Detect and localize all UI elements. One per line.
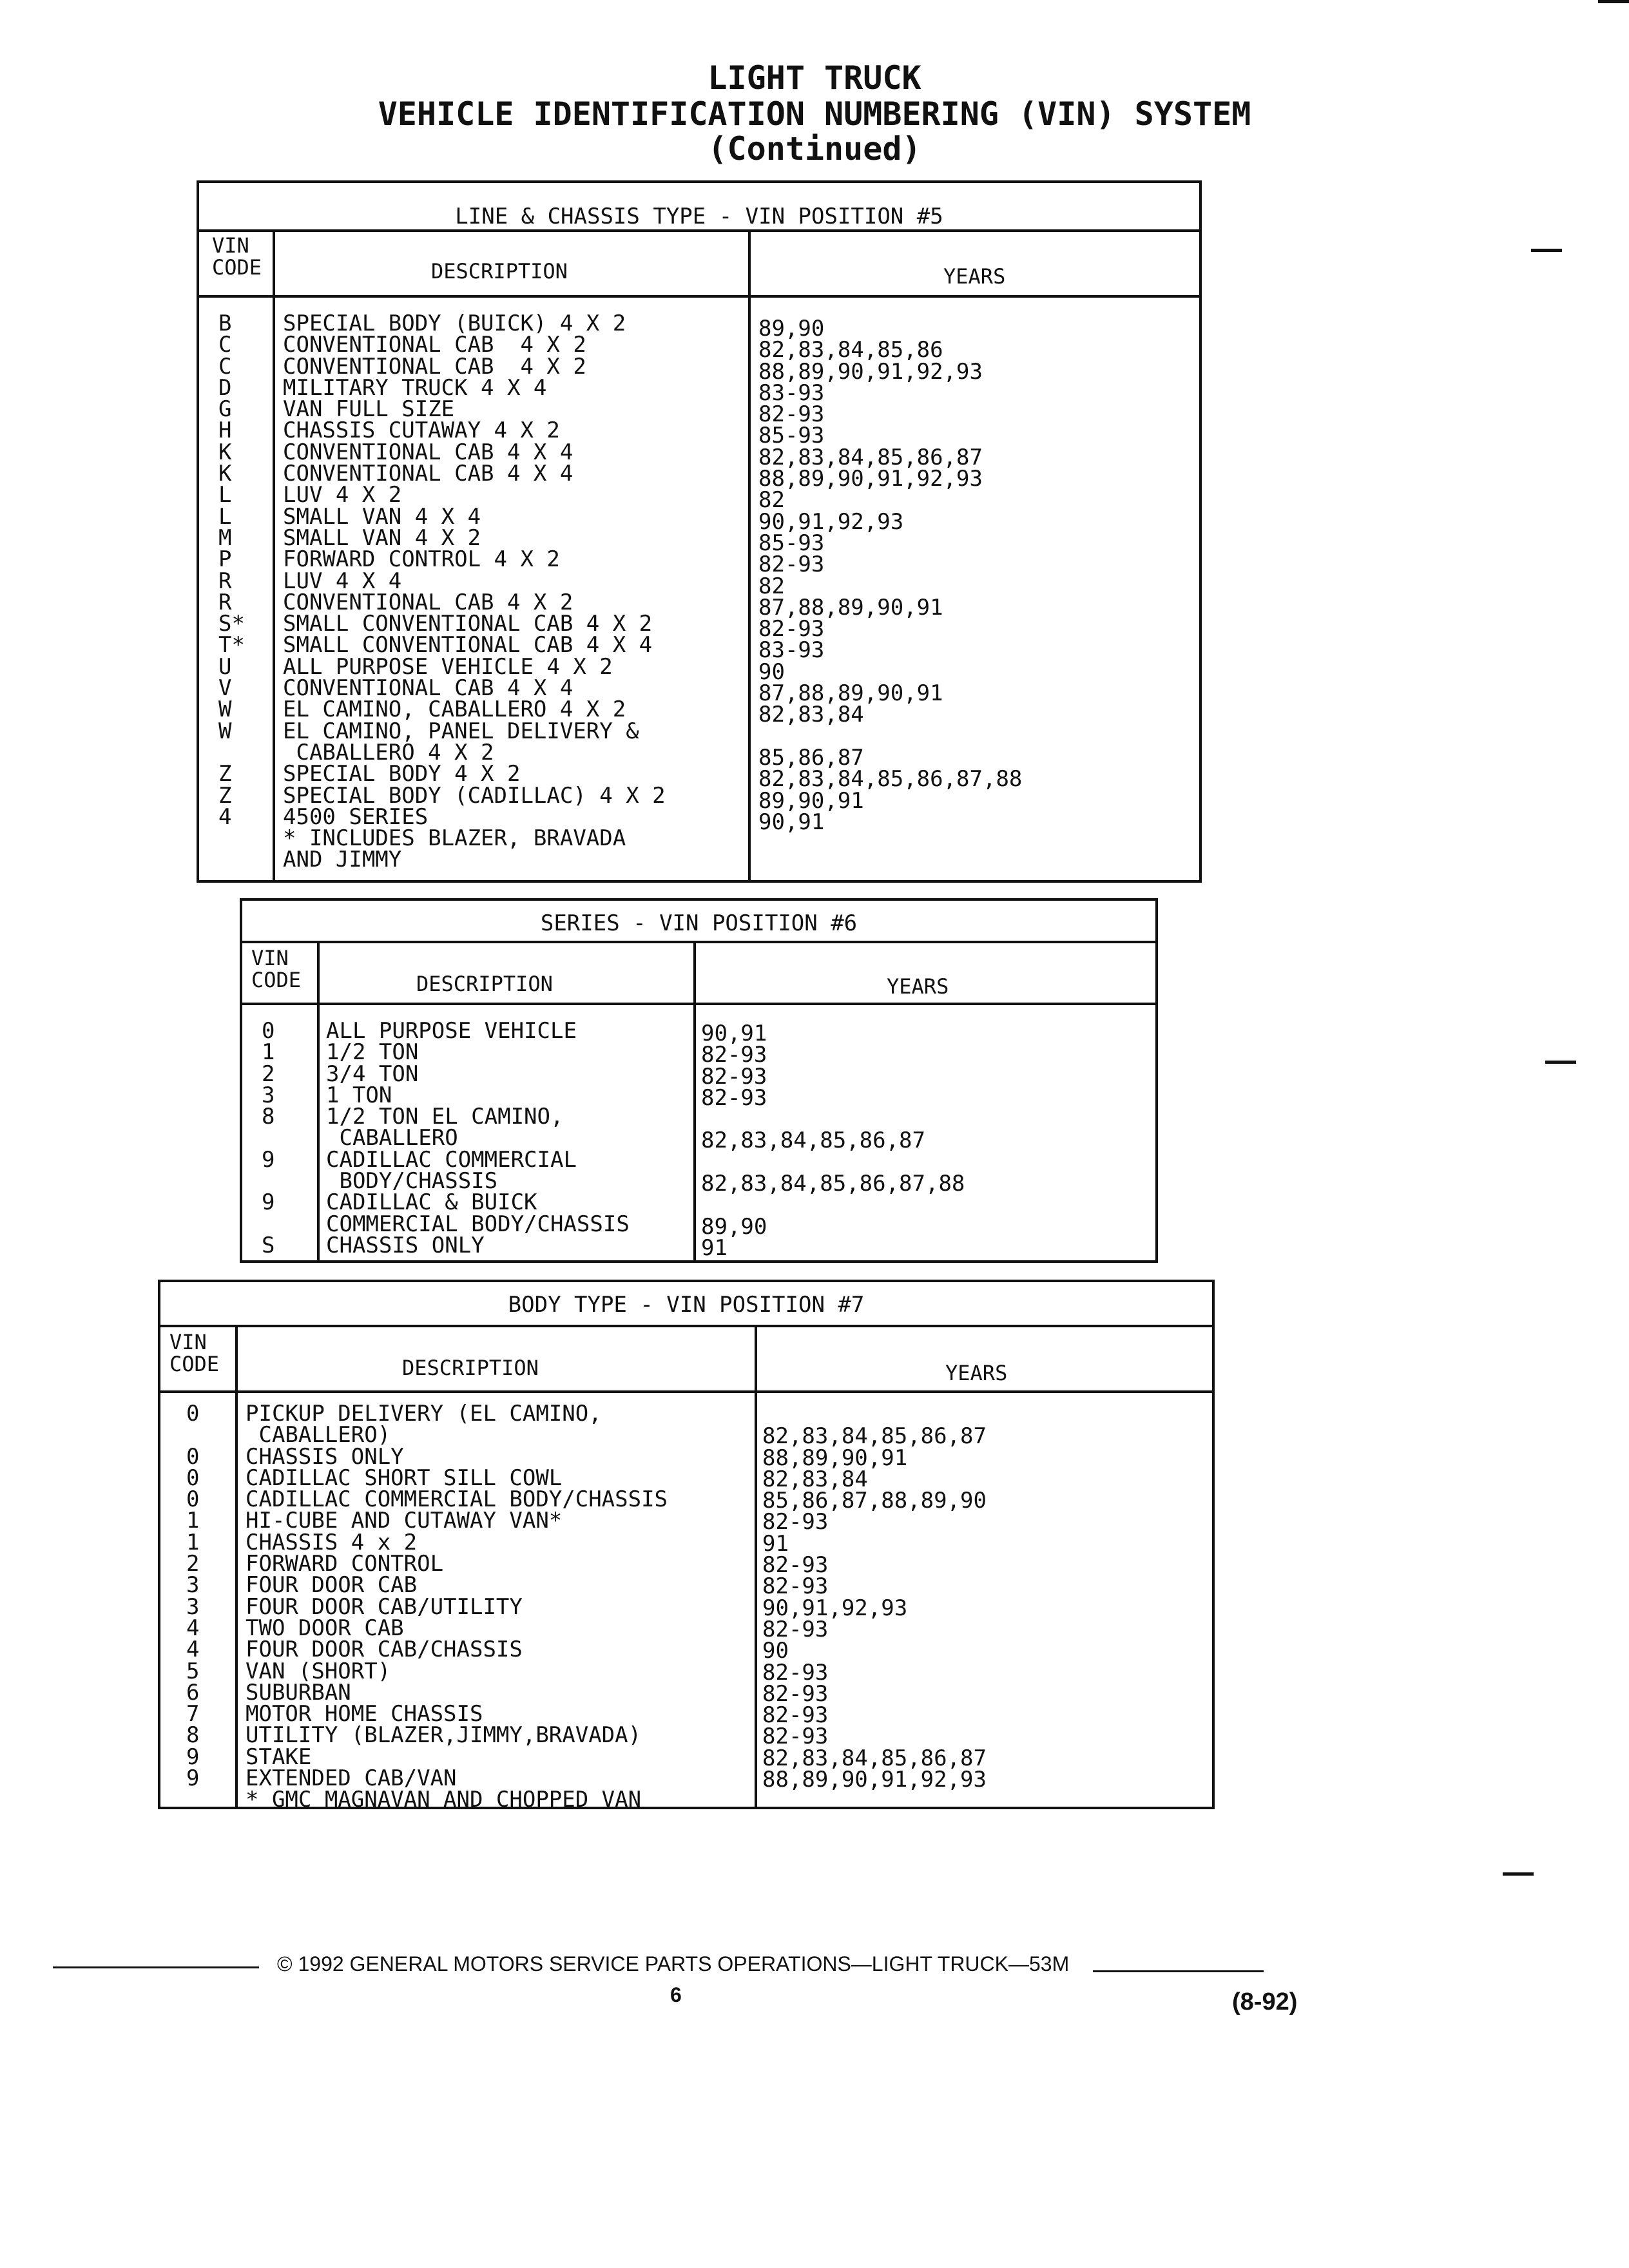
table-cell: L: [218, 482, 232, 508]
table-cell: 0: [186, 1443, 200, 1470]
table-cell: 9: [262, 1189, 275, 1216]
table-cell: 82-93: [758, 616, 825, 642]
table-cell: S: [262, 1232, 275, 1258]
table-cell: ALL PURPOSE VEHICLE: [326, 1018, 577, 1044]
table-cell: 82-93: [762, 1616, 829, 1642]
table-cell: EL CAMINO, CABALLERO 4 X 2: [283, 697, 626, 723]
vin-label-line2: CODE: [251, 968, 302, 992]
table-cell: 82,83,84,85,86,87: [701, 1128, 925, 1154]
table-cell: FOUR DOOR CAB: [246, 1572, 418, 1599]
table-cell: [758, 726, 1197, 747]
table-cell: 82-93: [701, 1042, 767, 1068]
table-cell: CONVENTIONAL CAB 4 X 4: [283, 461, 574, 487]
page-number: 6: [670, 1983, 682, 2006]
table-cell: VAN FULL SIZE: [283, 396, 455, 423]
table-cell: [762, 1405, 1207, 1426]
table-cell: CADILLAC COMMERCIAL BODY/CHASSIS: [246, 1486, 668, 1513]
description-column: [326, 1018, 693, 1258]
table-cell: 87,88,89,90,91: [758, 594, 943, 620]
table-cell: 82-93: [762, 1659, 829, 1686]
table-heading: BODY TYPE - VIN POSITION #7: [160, 1282, 1212, 1327]
column-header-row: [160, 1327, 1212, 1393]
table-cell: [262, 1214, 313, 1235]
table-cell: 5: [186, 1658, 200, 1684]
description-column: [283, 313, 747, 871]
table-cell: FORWARD CONTROL: [246, 1551, 444, 1577]
table-cell: STAKE: [246, 1744, 312, 1770]
table-cell: AND JIMMY: [283, 847, 402, 873]
years-column: [762, 1405, 1207, 1812]
table-cell: K: [218, 461, 232, 487]
table-cell: [218, 849, 270, 870]
table-cell: 82,83,84,85,86,87: [762, 1745, 987, 1771]
table-cell: 87,88,89,90,91: [758, 680, 943, 707]
table-cell: 82: [758, 573, 785, 599]
table-cell: 82-93: [762, 1573, 829, 1600]
table-cell: 82,83,84,85,86,87: [762, 1423, 987, 1450]
table-cell: 90,91,92,93: [762, 1595, 908, 1621]
table-cell: CONVENTIONAL CAB 4 X 2: [283, 332, 586, 358]
table-cell: P: [218, 546, 232, 573]
table-cell: 83-93: [758, 380, 825, 406]
table-cell: CHASSIS CUTAWAY 4 X 2: [283, 418, 560, 444]
table-cell: K: [218, 439, 232, 465]
table-cell: 1/2 TON EL CAMINO,: [326, 1104, 564, 1130]
vin-label-line1: VIN: [212, 233, 249, 258]
table-cell: 88,89,90,91,92,93: [758, 358, 983, 385]
body-type-table: [158, 1280, 1215, 1813]
table-cell: 90,91: [758, 809, 825, 835]
table-cell: CONVENTIONAL CAB 4 X 4: [283, 675, 574, 702]
table-cell: 89,90: [758, 316, 825, 341]
table-cell: Z: [218, 782, 232, 809]
table-cell: 82-93: [762, 1552, 829, 1579]
table-cell: 1: [186, 1508, 200, 1534]
table-cell: 9: [186, 1765, 200, 1792]
table-cell: [701, 1195, 1152, 1216]
column-header-row: [199, 232, 1199, 298]
table-cell: 82,83,84,85,86,87: [758, 444, 983, 470]
table-cell: W: [218, 718, 232, 744]
table-cell: M: [218, 524, 232, 551]
table-cell: B: [218, 311, 232, 336]
description-header: DESCRIPTION: [402, 1356, 539, 1380]
column-divider: [755, 1327, 757, 1807]
table-cell: CABALLERO 4 X 2: [283, 739, 494, 765]
table-cell: HI-CUBE AND CUTAWAY VAN*: [246, 1508, 563, 1534]
table-cell: 4: [218, 803, 232, 830]
table-cell: 82,83,84: [758, 702, 864, 728]
table-cell: 1: [262, 1039, 275, 1066]
table-cell: 82-93: [762, 1680, 829, 1707]
table-cell: C: [218, 332, 232, 358]
table-cell: 3: [186, 1593, 200, 1620]
vin-code-column: [218, 313, 270, 871]
table-cell: [186, 1789, 231, 1811]
table-cell: SMALL CONVENTIONAL CAB 4 X 4: [283, 632, 653, 658]
table-cell: 88,89,90,91,92,93: [762, 1767, 987, 1793]
table-cell: CONVENTIONAL CAB 4 X 2: [283, 589, 574, 615]
table-cell: 82,83,84,85,86,87,88: [758, 766, 1023, 793]
table-cell: 82,83,84,85,86: [758, 337, 943, 363]
table-cell: 4500 SERIES: [283, 803, 429, 830]
table-cell: 7: [186, 1701, 200, 1727]
table-cell: S*: [218, 611, 245, 637]
table-cell: 90,91,92,93: [758, 508, 904, 535]
margin-mark: [1545, 1061, 1576, 1064]
table-cell: 0: [186, 1486, 200, 1513]
table-cell: 3: [262, 1082, 275, 1108]
table-cell: UTILITY (BLAZER,JIMMY,BRAVADA): [246, 1722, 642, 1749]
table-cell: R: [218, 589, 232, 615]
vin-label-line1: VIN: [169, 1330, 207, 1354]
table-cell: CHASSIS 4 x 2: [246, 1529, 418, 1555]
table-cell: 88,89,90,91: [762, 1445, 908, 1471]
table-cell: LUV 4 X 2: [283, 482, 402, 508]
table-cell: ALL PURPOSE VEHICLE 4 X 2: [283, 653, 613, 680]
table-cell: 82-93: [701, 1084, 767, 1111]
table-cell: 91: [762, 1530, 789, 1557]
footer-rule-left: [53, 1966, 259, 1968]
table-cell: 82-93: [758, 552, 825, 578]
table-cell: 82: [758, 487, 785, 514]
table-cell: 8: [186, 1722, 200, 1749]
table-cell: 2: [186, 1551, 200, 1577]
table-cell: 89,90: [701, 1213, 767, 1240]
table-cell: SPECIAL BODY (CADILLAC) 4 X 2: [283, 782, 666, 809]
table-heading: SERIES - VIN POSITION #6: [242, 901, 1155, 943]
vin-label-line2: CODE: [169, 1352, 220, 1376]
table-cell: 4: [186, 1615, 200, 1641]
table-cell: * INCLUDES BLAZER, BRAVADA: [283, 825, 626, 852]
column-header-row: [242, 943, 1155, 1005]
table-cell: 1/2 TON: [326, 1039, 419, 1066]
table-cell: SPECIAL BODY (BUICK) 4 X 2: [283, 311, 626, 336]
table-cell: 91: [701, 1235, 728, 1261]
vin-label-line1: VIN: [251, 946, 289, 970]
table-cell: CHASSIS ONLY: [326, 1232, 485, 1258]
table-cell: 82-93: [758, 401, 825, 428]
years-column: [701, 1023, 1152, 1259]
table-cell: CADILLAC COMMERCIAL: [326, 1146, 577, 1173]
table-cell: 2: [262, 1061, 275, 1087]
margin-mark: [1598, 0, 1629, 3]
page-title-line2: VEHICLE IDENTIFICATION NUMBERING (VIN) SYSTEM: [378, 95, 1251, 133]
table-cell: LUV 4 X 4: [283, 568, 402, 594]
description-header: DESCRIPTION: [431, 259, 568, 284]
page-title-line3: (Continued): [708, 130, 921, 168]
table-cell: 90,91: [701, 1021, 767, 1046]
table-cell: 8: [262, 1104, 275, 1130]
table-cell: [218, 828, 270, 849]
column-divider: [693, 943, 696, 1260]
table-cell: 85,86,87,88,89,90: [762, 1488, 987, 1514]
table-cell: Z: [218, 761, 232, 787]
description-header: DESCRIPTION: [416, 972, 553, 996]
table-cell: * GMC MAGNAVAN AND CHOPPED VAN: [246, 1787, 642, 1813]
table-cell: CABALLERO): [246, 1422, 391, 1448]
table-cell: [762, 1791, 1207, 1812]
margin-mark: [1531, 249, 1562, 252]
table-cell: 0: [186, 1465, 200, 1491]
table-cell: VAN (SHORT): [246, 1658, 391, 1684]
table-cell: 82,83,84: [762, 1466, 868, 1492]
table-cell: [701, 1152, 1152, 1173]
table-heading: LINE & CHASSIS TYPE - VIN POSITION #5: [199, 183, 1199, 232]
table-cell: 82-93: [762, 1702, 829, 1729]
table-cell: CABALLERO: [326, 1125, 458, 1151]
footer-rule-right: [1093, 1970, 1264, 1972]
vin-label-line2: CODE: [212, 255, 262, 280]
table-cell: 83-93: [758, 637, 825, 664]
table-cell: FORWARD CONTROL 4 X 2: [283, 546, 560, 573]
table-cell: 90: [758, 658, 785, 685]
table-cell: SMALL VAN 4 X 4: [283, 503, 481, 530]
table-cell: 88,89,90,91,92,93: [758, 466, 983, 492]
table-cell: 1 TON: [326, 1082, 392, 1108]
table-cell: 3/4 TON: [326, 1061, 419, 1087]
table-cell: [186, 1425, 231, 1446]
table-cell: C: [218, 353, 232, 380]
table-cell: [218, 742, 270, 764]
table-cell: MILITARY TRUCK 4 X 4: [283, 374, 547, 401]
table-cell: CADILLAC SHORT SILL COWL: [246, 1465, 563, 1491]
table-cell: SUBURBAN: [246, 1679, 351, 1706]
table-cell: CONVENTIONAL CAB 4 X 4: [283, 439, 574, 465]
vin-code-column: [262, 1018, 313, 1258]
table-cell: 82,83,84,85,86,87,88: [701, 1171, 965, 1197]
margin-mark: [1503, 1872, 1534, 1876]
table-cell: 1: [186, 1529, 200, 1555]
line-chassis-table: [197, 180, 1202, 883]
column-divider: [748, 232, 751, 880]
table-cell: SMALL CONVENTIONAL CAB 4 X 2: [283, 611, 653, 637]
revision-date: (8-92): [1232, 1988, 1298, 2015]
table-cell: R: [218, 568, 232, 594]
table-cell: [262, 1171, 313, 1192]
table-cell: TWO DOOR CAB: [246, 1615, 404, 1641]
table-cell: 9: [262, 1146, 275, 1173]
table-cell: BODY/CHASSIS: [326, 1168, 498, 1195]
years-header: YEARS: [943, 264, 1006, 289]
table-cell: 4: [186, 1637, 200, 1663]
table-cell: 3: [186, 1572, 200, 1599]
table-cell: 82-93: [762, 1724, 829, 1750]
table-cell: G: [218, 396, 232, 423]
table-cell: L: [218, 503, 232, 530]
table-cell: [758, 854, 1197, 876]
table-cell: T*: [218, 632, 245, 658]
table-cell: FOUR DOOR CAB/CHASSIS: [246, 1637, 523, 1663]
table-cell: [758, 833, 1197, 854]
table-cell: D: [218, 374, 232, 401]
table-cell: 0: [262, 1018, 275, 1044]
table-cell: 85-93: [758, 423, 825, 449]
table-cell: [262, 1128, 313, 1149]
table-cell: CONVENTIONAL CAB 4 X 2: [283, 353, 586, 380]
column-divider: [235, 1327, 238, 1807]
table-cell: V: [218, 675, 232, 702]
table-cell: 82-93: [762, 1509, 829, 1535]
vin-code-column: [186, 1403, 231, 1811]
table-cell: FOUR DOOR CAB/UTILITY: [246, 1593, 523, 1620]
footer-copyright: © 1992 GENERAL MOTORS SERVICE PARTS OPERATIONS—LIGHT TRUCK—53M: [277, 1952, 1070, 1975]
series-table: [240, 898, 1158, 1263]
table-cell: COMMERCIAL BODY/CHASSIS: [326, 1211, 630, 1237]
table-cell: EXTENDED CAB/VAN: [246, 1765, 457, 1792]
table-cell: CHASSIS ONLY: [246, 1443, 404, 1470]
description-column: [246, 1403, 755, 1811]
table-cell: U: [218, 653, 232, 680]
years-header: YEARS: [945, 1361, 1008, 1385]
table-cell: 0: [186, 1401, 200, 1427]
page-title-line1: LIGHT TRUCK: [708, 59, 921, 97]
table-cell: 82-93: [701, 1063, 767, 1090]
column-divider: [273, 232, 275, 880]
table-cell: SMALL VAN 4 X 2: [283, 524, 481, 551]
table-cell: 6: [186, 1679, 200, 1706]
table-cell: 9: [186, 1744, 200, 1770]
table-cell: 85-93: [758, 530, 825, 556]
table-cell: SPECIAL BODY 4 X 2: [283, 761, 521, 787]
years-header: YEARS: [887, 974, 949, 999]
table-cell: MOTOR HOME CHASSIS: [246, 1701, 483, 1727]
table-cell: H: [218, 418, 232, 444]
column-divider: [317, 943, 320, 1260]
table-cell: 89,90,91: [758, 787, 864, 814]
table-cell: W: [218, 697, 232, 723]
table-cell: EL CAMINO, PANEL DELIVERY &: [283, 718, 639, 744]
table-cell: PICKUP DELIVERY (EL CAMINO,: [246, 1401, 602, 1427]
table-cell: 85,86,87: [758, 744, 864, 771]
years-column: [758, 318, 1197, 876]
table-cell: [701, 1109, 1152, 1130]
table-cell: CADILLAC & BUICK: [326, 1189, 537, 1216]
table-cell: 90: [762, 1638, 789, 1664]
